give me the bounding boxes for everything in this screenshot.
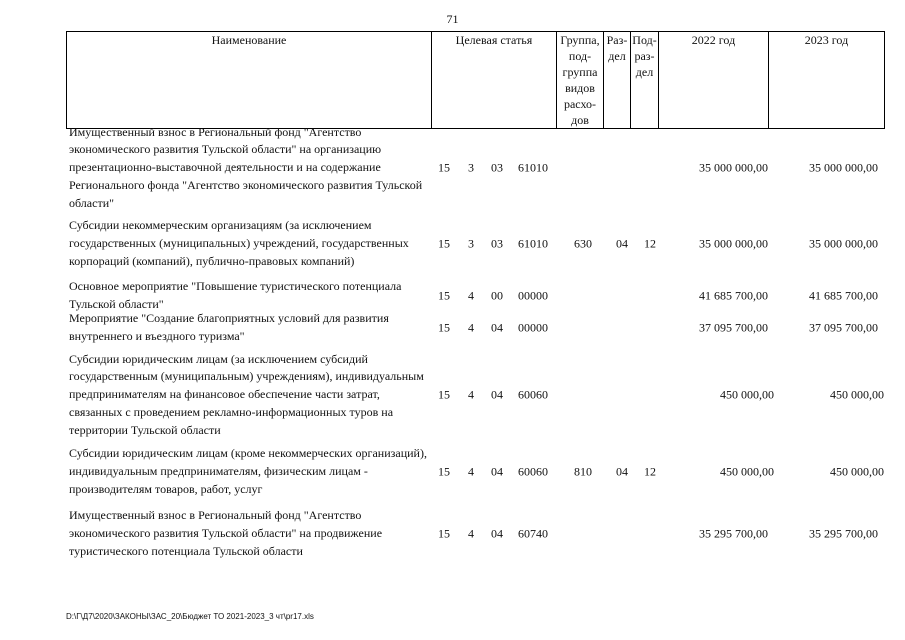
table-row [66,312,884,344]
code-subsection: 12 [644,236,656,251]
code-subprogram: 3 [468,160,474,175]
code-event: 04 [491,526,503,541]
code-program: 15 [438,288,450,303]
row-name: Имущественный взнос в Региональный фонд "Агентство экономического развития Тульской области" на продвижение туристического потенциала Тульской области [69,508,383,558]
table-row [66,124,884,210]
header-name: Наименование [67,32,432,129]
code-direction: 00000 [518,288,548,303]
row-name: Основное мероприятие "Повышение туристического потенциала Тульской области" [69,279,402,311]
amount-2023: 41 685 700,00 [809,288,878,303]
amount-2022: 35 295 700,00 [699,526,768,541]
code-event: 04 [491,387,503,402]
amount-2023: 37 095 700,00 [809,320,878,335]
code-event: 03 [491,160,503,175]
amount-2022: 450 000,00 [720,387,774,402]
table-body [66,124,884,562]
amount-2022: 35 000 000,00 [699,236,768,251]
header-year-2023: 2023 год [769,32,885,129]
table-row [66,208,884,280]
row-name: Субсидии юридическим лицам (кроме некоммерческих организаций), индивидуальным предпринимателям, физическим лицам - производителям товаров, работ, услуг [69,446,427,496]
page-number: 71 [446,12,459,26]
code-section: 04 [616,236,628,251]
amount-2023: 450 000,00 [830,387,884,402]
code-event: 04 [491,464,503,479]
header-target-article: Целевая статья [432,32,557,129]
code-section: 04 [616,464,628,479]
code-direction: 00000 [518,320,548,335]
header-subsection: Под- раз- дел [631,32,659,129]
amount-2023: 35 000 000,00 [809,160,878,175]
code-subsection: 12 [644,464,656,479]
code-subprogram: 4 [468,288,474,303]
code-direction: 60060 [518,387,548,402]
row-name: Субсидии некоммерческим организациям (за исключением государственных (муниципальных) учреждений, государственных корпораций (компаний), публично-правовых компаний) [69,218,409,268]
code-direction: 61010 [518,160,548,175]
table-row [66,506,884,562]
code-direction: 60060 [518,464,548,479]
header-year-2022: 2022 год [659,32,769,129]
amount-2022: 35 000 000,00 [699,160,768,175]
code-program: 15 [438,387,450,402]
file-path-footer: D:\Г\Д7\2020\ЗАКОНЫ\ЗАС_20\Бюджет ТО 2021-2023_3 чт\pr17.xls [66,612,314,621]
table-row [66,350,884,440]
code-direction: 60740 [518,526,548,541]
amount-2022: 450 000,00 [720,464,774,479]
amount-2022: 37 095 700,00 [699,320,768,335]
code-program: 15 [438,236,450,251]
code-direction: 61010 [518,236,548,251]
code-subprogram: 3 [468,236,474,251]
amount-2022: 41 685 700,00 [699,288,768,303]
amount-2023: 450 000,00 [830,464,884,479]
code-program: 15 [438,320,450,335]
row-name: Субсидии юридическим лицам (за исключением субсидий государственным (муниципальным) учреждениям), индивидуальным предпринимателям на финансовое обеспечение части затрат, связанных с проведением рекламно-информационных туров на территории Тульской области [69,351,424,437]
code-expense-group: 810 [574,464,592,479]
code-subprogram: 4 [468,464,474,479]
amount-2023: 35 000 000,00 [809,236,878,251]
table-row [66,444,884,500]
code-event: 04 [491,320,503,335]
code-event: 03 [491,236,503,251]
code-program: 15 [438,526,450,541]
header-expense-group: Группа, под- группа видов расхо- дов [557,32,604,129]
header-section: Раз- дел [604,32,631,129]
code-subprogram: 4 [468,320,474,335]
code-expense-group: 630 [574,236,592,251]
code-event: 00 [491,288,503,303]
code-subprogram: 4 [468,387,474,402]
code-program: 15 [438,464,450,479]
table-header [66,31,885,129]
amount-2023: 35 295 700,00 [809,526,878,541]
code-subprogram: 4 [468,526,474,541]
table-row [66,280,884,312]
code-program: 15 [438,160,450,175]
row-name: Имущественный взнос в Региональный фонд "Агентство экономического развития Тульской области" на организацию презентационно-выставочной деятельности и на содержание Регионального фонда "Агентство экономического развития Тульской области" [69,124,423,210]
row-name: Мероприятие "Создание благоприятных условий для развития внутреннего и въездного туризма" [69,311,389,343]
